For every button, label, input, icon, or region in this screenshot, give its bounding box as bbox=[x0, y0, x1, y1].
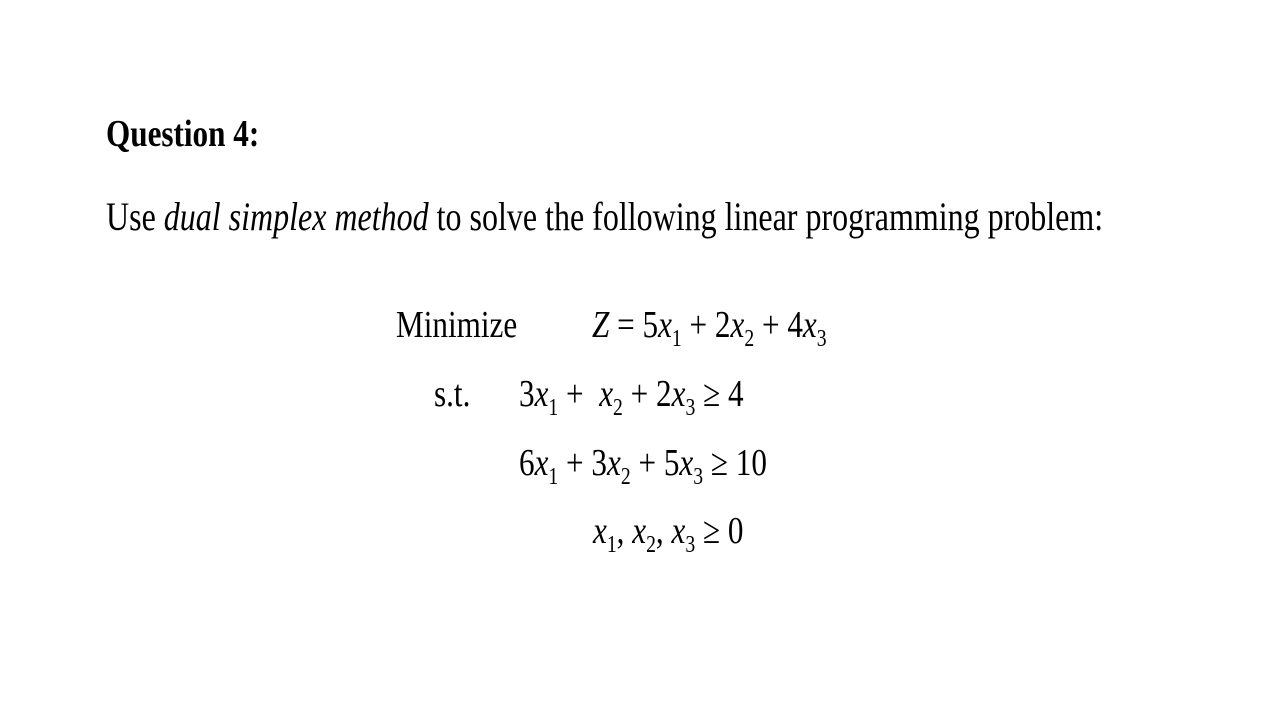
instruction-suffix: to solve the following linear programming problem: bbox=[428, 194, 1104, 239]
constraint-2: $6x_1 + 3x_2 + 5x_3 \ge 10$ bbox=[519, 442, 767, 490]
objective-function: $Z = 5x_1 + 2x_2 + 4x_3$ bbox=[592, 304, 827, 352]
non-negativity-constraint: $x_1$, $x_2$, $x_3 \ge 0$ bbox=[593, 510, 744, 558]
method-name: dual simplex method bbox=[163, 194, 429, 239]
subject-to-label: s.t. bbox=[434, 373, 471, 415]
minimize-label: Minimize bbox=[396, 304, 518, 346]
question-instruction bbox=[106, 193, 1103, 240]
question-heading: Question 4: bbox=[106, 113, 260, 155]
instruction-prefix: Use bbox=[106, 194, 164, 239]
constraint-1: $3x_1 + x_2 + 2x_3 \ge 4$ bbox=[519, 373, 744, 421]
